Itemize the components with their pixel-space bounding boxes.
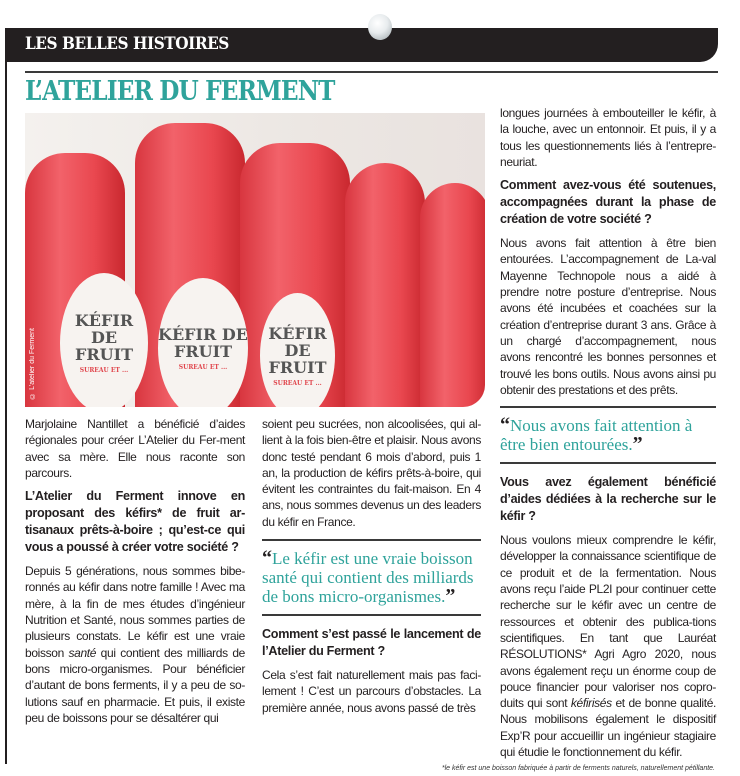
close-quote-icon: ” (632, 433, 643, 456)
answer-3: Nous avons fait attention à être bien entourées. L’accompagnement de La-val Mayenne Technopole nous a aidé à prendre notre posture d’entreprise. Nous avons été incubées et coachées sur la création d’entreprise durant 3 ans. Grâce à un chargé d’accompagnement, nous avons rencontré les bonnes personnes et trouvé les bons outils. Nous avons ainsi pu obtenir des prestations et des prêts. (500, 236, 716, 397)
open-quote-icon: “ (500, 414, 510, 437)
divider (25, 71, 718, 73)
answer-text: Nous voulons mieux comprendre le kéfir, développer la connaissance scientifique de ce produit et de la fermentation. Nous avons reçu l’aide PL2I pour continuer cette recherche sur le kéfir avec un centre de ressources et obtenir des publica-tions scientifiques. En tant que Lauréat RÉSOLUTIONS* Agri Agro 2020, nous avons également reçu un énorme coup de pouce financier pour valoriser nos copro-duits qui sont (500, 533, 716, 711)
emphasis: kéfirisés (570, 696, 612, 711)
column-3 (500, 105, 716, 760)
footnote: *le kéfir est une boisson fabriquée à partir de ferments naturels, naturellement pétillante. (441, 765, 715, 772)
answer-2-continued: longues journées à embouteiller le kéfir, à la louche, avec un entonnoir. Et puis, il y a tous les questionnements liés à l’entrepre-neuriat. (500, 106, 716, 169)
answer-text: et de bonne qualité. Nous mobilisons également le dispositif Exp’R pour accueillir un ingénieur stagiaire qui étudie le fonctionnement du kéfir. (500, 696, 716, 760)
bottle-label (158, 278, 248, 407)
question-1: L’Atelier du Ferment innove en proposant des kéfirs* de fruit ar-tisanaux prêts-à-boire ; qu’est-ce qui vous a poussé à créer votre société ? (25, 489, 245, 555)
close-quote-icon: ” (445, 585, 456, 608)
open-quote-icon: “ (262, 547, 272, 570)
label-text: KÉFIR DE FRUIT (158, 324, 248, 361)
section-header (5, 28, 718, 62)
photo-credit: © L’atelier du Ferment (29, 328, 36, 399)
answer-text: Depuis 5 générations, nous sommes bibe-ronnés au kéfir dans notre famille ! Avec ma mère, à la fin de mes études d’ingénieur Nutrition et Santé, nous sommes parties de plusieurs constats. Le kéfir est une vraie boisson (25, 564, 245, 660)
quote-text: Nous avons fait attention à être bien entourées. (500, 416, 693, 455)
answer-2: Cela s’est fait naturellement mais pas faci-lement ! C’est un parcours d’obstacles. La première année, nous avons passé de très (262, 668, 481, 715)
emphasis: santé (68, 645, 97, 660)
answer-1-continued: soient peu sucrées, non alcoolisées, qui al-lient à la fois bien-être et plaisir. Nous avons donc testé pendant 6 mois d’abord, puis 1 an, la production de kéfirs prêts-à-boire, qui évitent les contraintes du fait-maison. En 4 ans, nous sommes devenus un des leaders du kéfir en France. (262, 417, 481, 529)
label-text: KÉFIR DE FRUIT (268, 323, 327, 377)
bottle (345, 163, 425, 407)
bottle-label (60, 273, 148, 407)
column-1 (25, 416, 245, 733)
label-sub: SUREAU ET ... (273, 379, 322, 387)
question-4: Vous avez également bénéficié d’aides dédiées à la recherche sur le kéfir ? (500, 475, 716, 524)
pull-quote-2 (500, 406, 716, 464)
article-title: L’ATELIER DU FERMENT (25, 76, 335, 107)
bottle-label (260, 293, 335, 407)
question-2: Comment s’est passé le lancement de l’Atelier du Ferment ? (262, 627, 481, 659)
quote-text: Le kéfir est une vraie boisson santé qui contient des milliards de bons micro-organismes. (262, 549, 474, 607)
answer-text: qui contient des milliards de bons micro-organismes. Pour bénéficier d’autant de bons ferments, il y a peu de so-lutions sauf en pharmacie. Et puis, il existe peu de boissons pour se désaltérer qui (25, 645, 245, 725)
intro: Marjolaine Nantillet a bénéficié d’aides régionales pour créer L’Atelier du Fer-ment avec sa mère. Elle nous raconte son parcours. (25, 417, 245, 480)
column-2 (262, 416, 481, 723)
bottle (420, 183, 485, 407)
pull-quote-1 (262, 539, 481, 616)
label-text: KÉFIR DE FRUIT (74, 311, 134, 364)
kefir-bottles-photo (25, 113, 485, 407)
left-border (5, 62, 7, 764)
answer-1 (25, 563, 245, 726)
question-3: Comment avez-vous été soutenues, accompagnées durant la phase de création de votre société ? (500, 178, 716, 227)
label-sub: SUREAU ET ... (178, 363, 228, 371)
ball-decoration (368, 14, 392, 40)
label-sub: SUREAU ET ... (79, 367, 129, 374)
answer-4 (500, 532, 716, 760)
section-title: LES BELLES HISTOIRES (25, 34, 229, 54)
